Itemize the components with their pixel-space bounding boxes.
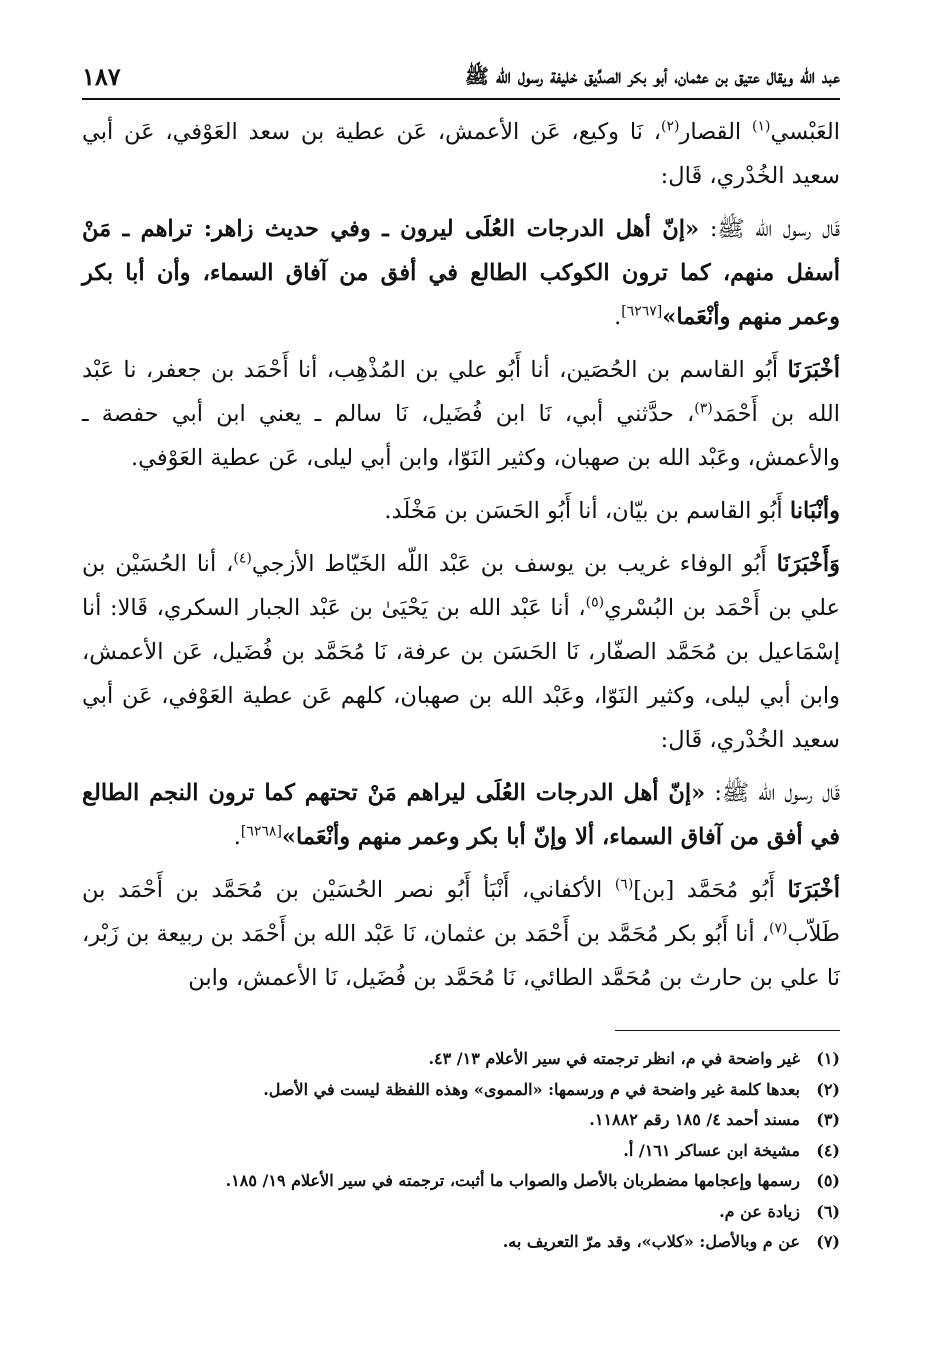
hadith-quote: «إنّ أهل الدرجات العُلَى ليراهم مَنْ تحتهم كما ترون النجم الطالع في أفق من آفاق السماء، ألا وإنّ أبا بكر وعمر منهم وأنْعَما»: [82, 780, 840, 850]
narration-keyword: أخْبَرَنَا: [787, 877, 840, 903]
footnote-number: (١): [816, 1049, 840, 1068]
footnote-marker: (٥): [585, 594, 605, 611]
footnote-marker: (٧): [769, 920, 788, 937]
footnote-text: زيادة عن م.: [719, 1201, 800, 1221]
paragraph-text: القصار: [679, 119, 752, 145]
paragraph-text: العَبْسي: [770, 119, 841, 145]
paragraph-text: أَبُو الوفاء غريب بن يوسف بن عَبْد اللّه الخَيّاط الأزجي: [251, 551, 777, 577]
paragraph-text: قَال رسول الله ﷺ:: [705, 780, 840, 806]
paragraph: [82, 348, 840, 480]
paragraph-text: أَبُو القاسم بن بيّان، أنا أَبُو الحَسَن بن مَخْلَد.: [384, 498, 790, 524]
footnote-text: غير واضحة في م، انظر ترجمته في سير الأعلام ١٣/ ٤٣.: [428, 1049, 800, 1068]
footnote-separator: [615, 1030, 840, 1031]
footnote-number: (٦): [816, 1201, 840, 1221]
paragraph: [82, 771, 840, 859]
footnote-text: مسند أحمد ٤/ ١٨٥ رقم ١١٨٨٢.: [589, 1110, 800, 1129]
footnote-text: رسمها وإعجامها مضطربان بالأصل والصواب ما أثبت، ترجمته في سير الأعلام ١٩/ ١٨٥.: [225, 1171, 800, 1190]
paragraph: [82, 489, 840, 533]
footnote-item: [82, 1166, 840, 1197]
main-text: [82, 110, 840, 1009]
paragraph-text: ، حدَّثني أبي، نَا ابن فُضَيل، نَا سالم ـ يعني ابن أبي حفصة ـ والأعمش، وعَبْد الله بن صهبان، وكثير النَوّا، وابن أبي ليلى، عَن عطية العَوْفي.: [82, 401, 840, 471]
footnote-number: (٥): [816, 1171, 840, 1190]
running-title: عبد الله ويقال عتيق بن عثمان، أبو بكر الصدِّيق خليفة رسول الله ﷺ: [464, 64, 840, 88]
footnote-number: (٤): [816, 1140, 840, 1160]
hadith-quote: «إنّ أهل الدرجات العُلَى ليرون ـ وفي حديث زاهر: تراهم ـ مَنْ أسفل منهم، كما ترون الكوكب الطالع في أفق من آفاق السماء، وأن أبا بكر وعمر منهم وأنْعَما»: [82, 216, 840, 330]
footnote-number: (٣): [816, 1110, 840, 1129]
footnote-number: (٧): [816, 1232, 840, 1251]
paragraph-text: قَال رسول الله ﷺ:: [699, 216, 840, 242]
narration-keyword: وأنْبَانا: [789, 498, 840, 524]
footnote-item: [82, 1136, 840, 1167]
footnote-number: (٢): [816, 1079, 840, 1099]
page-header: [82, 58, 840, 100]
footnote-text: مشيخة ابن عساكر ١٦١/ أ.: [623, 1140, 800, 1160]
footnote-item: [82, 1197, 840, 1228]
paragraph-text: .: [233, 824, 241, 850]
footnote-item: [82, 1044, 840, 1075]
footnote-marker: (٦): [614, 876, 634, 893]
paragraph-text: ، أنا أَبُو بكر مُحَمَّد بن أَحْمَد بن عثمان، نَا عَبْد الله بن أَحْمَد بن ربيعة بن زَبْر، نَا علي بن حارث بن مُحَمَّد الطائي، نَا مُحَمَّد بن فُضَيل، نَا الأعمش، وابن: [81, 921, 840, 991]
paragraph-text: ، نَا وكيع، عَن الأعمش، عَن عطية بن سعد العَوْفي، عَن أبي سعيد الخُدْري، قَال:: [82, 119, 840, 189]
paragraph-text: ، أنا عَبْد الله بن يَحْيَىٰ بن عَبْد الجبار السكري، قَالا: أنا إسْمَاعيل بن مُحَمَّد الصفّار، نَا الحَسَن بن عرفة، نَا مُحَمَّد بن فُضَيل، عَن الأعمش، وابن أبي ليلى، وكثير النَوّا، وعَبْد الله بن صهبان، كلهم عَن عطية العَوْفي، عَن أبي سعيد الخُدْري، قَال:: [82, 595, 840, 753]
footnote-marker: (١): [751, 118, 771, 135]
footnote-marker: (٤): [233, 550, 252, 567]
footnote-item: [82, 1075, 840, 1106]
page-number: ١٨٧: [82, 62, 121, 91]
footnote-text: عن م وبالأصل: «كلاب»، وقد مرّ التعريف به.: [502, 1232, 800, 1251]
narration-keyword: أخْبَرَنَا: [787, 357, 840, 383]
paragraph: [82, 542, 840, 762]
hadith-number: [٦٢٦٧]: [621, 303, 663, 320]
footnote-item: [82, 1227, 840, 1258]
paragraph: [82, 868, 840, 1000]
footnote-text: بعدها كلمة غير واضحة في م ورسمها: «المموى» وهذه اللفظة ليست في الأصل.: [263, 1079, 800, 1099]
narration-keyword: وَأَخْبَرَنَا: [776, 551, 840, 577]
footnotes: [82, 1044, 840, 1258]
paragraph-text: ، أنا الحُسَيْن بن علي بن أَحْمَد بن البُسْري: [82, 551, 840, 621]
paragraph-text: .: [614, 304, 622, 330]
paragraph: [82, 110, 840, 198]
paragraph: [82, 207, 840, 339]
paragraph-text: أَبُو القاسم بن الحُصَين، أنا أَبُو علي بن المُذْهِب، أنا أَحْمَد بن جعفر، نا عَبْد الله بن أَحْمَد: [82, 357, 840, 427]
footnote-item: [82, 1105, 840, 1136]
footnote-marker: (٢): [660, 118, 680, 135]
paragraph-text: الأكفاني، أَنْبَأ أَبُو نصر الحُسَيْن بن مُحَمَّد بن أَحْمَد بن طَلاّب: [82, 877, 840, 947]
footnote-marker: (٣): [694, 400, 713, 417]
paragraph-text: أَبُو مُحَمَّد [بن]: [633, 877, 788, 903]
hadith-number: [٦٢٦٨]: [240, 823, 282, 840]
